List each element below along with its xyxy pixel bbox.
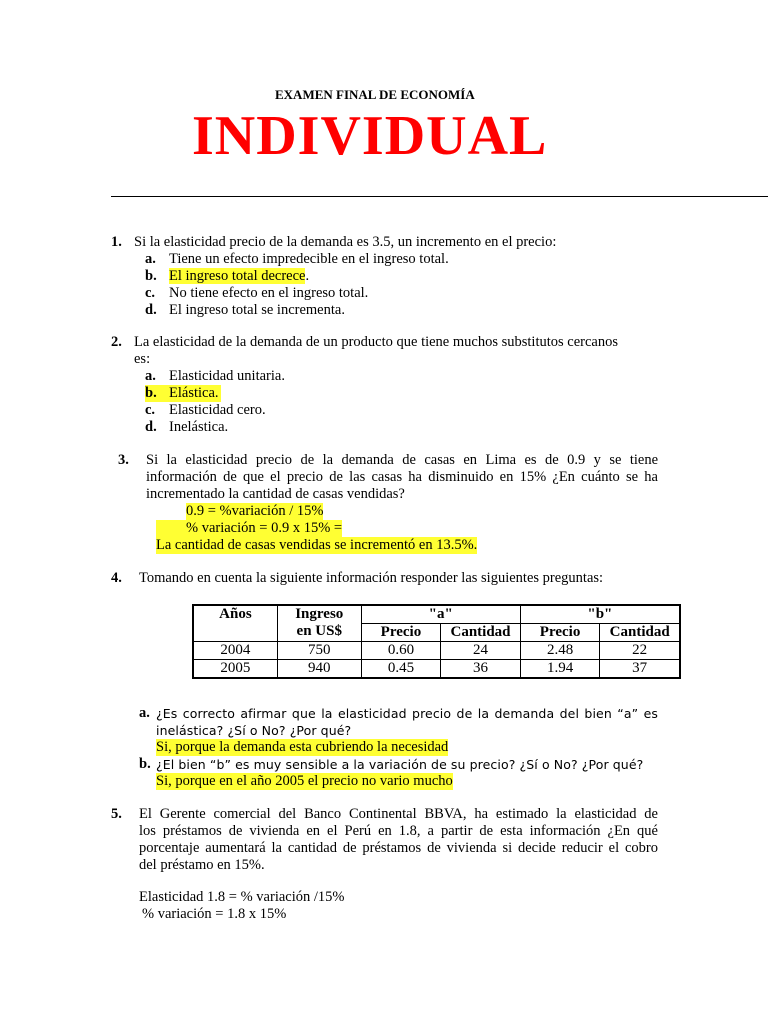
q3-number: 3. bbox=[118, 452, 129, 468]
q5-line4: del préstamo en 15%. bbox=[139, 857, 265, 873]
q1-option-c: No tiene efecto en el ingreso total. bbox=[169, 285, 369, 301]
cell-b-price: 1.94 bbox=[520, 660, 600, 679]
cell-b-qty: 37 bbox=[600, 660, 680, 679]
q1-option-b-suffix: . bbox=[305, 268, 310, 284]
th-income-line1: Ingreso bbox=[295, 606, 344, 622]
th-b-price: Precio bbox=[520, 624, 600, 642]
q4a-letter: a. bbox=[139, 705, 150, 721]
q4a-line1: ¿Es correcto afirmar que la elasticidad precio de la demanda del bien “a” es bbox=[156, 706, 658, 721]
th-income bbox=[277, 605, 361, 642]
q2-line2: es: bbox=[134, 351, 151, 367]
q5-number: 5. bbox=[111, 806, 122, 822]
q2-option-a: Elasticidad unitaria. bbox=[169, 368, 285, 384]
cell-year: 2005 bbox=[193, 660, 277, 679]
th-years: Años bbox=[193, 605, 277, 642]
q2-option-b: Elástica. bbox=[169, 385, 219, 401]
q4a-answer: Si, porque la demanda esta cubriendo la necesidad bbox=[156, 739, 449, 755]
q4b-prefix: ¿El bien “b” es bbox=[156, 757, 250, 772]
cell-b-price: 2.48 bbox=[520, 642, 600, 660]
q5-line1: El Gerente comercial del Banco Continental BBVA, ha estimado la elasticidad de bbox=[139, 806, 658, 822]
q2-option-d: Inelástica. bbox=[169, 419, 229, 435]
q1-option-d-letter: d. bbox=[145, 302, 157, 318]
table-row bbox=[193, 642, 680, 660]
q3-line3: incrementado la cantidad de casas vendidas? bbox=[146, 486, 405, 502]
th-a-price: Precio bbox=[361, 624, 441, 642]
exam-title: INDIVIDUAL bbox=[192, 105, 548, 167]
th-good-a: "a" bbox=[361, 605, 520, 624]
q4b-question bbox=[156, 756, 643, 773]
cell-year: 2004 bbox=[193, 642, 277, 660]
q1-option-c-letter: c. bbox=[145, 285, 156, 301]
q2-option-b-highlight-row bbox=[145, 385, 221, 402]
cell-a-qty: 36 bbox=[441, 660, 521, 679]
q1-option-b bbox=[169, 268, 309, 285]
q1-option-b-highlight: El ingreso total decrece bbox=[169, 268, 306, 284]
q1-number: 1. bbox=[111, 234, 122, 250]
header-divider bbox=[111, 196, 768, 197]
th-income-line2: en US$ bbox=[296, 623, 342, 639]
cell-b-qty: 22 bbox=[600, 642, 680, 660]
q2-option-b-letter: b. bbox=[145, 385, 157, 401]
data-table bbox=[192, 604, 681, 679]
q5-calc-2: % variación = 1.8 x 15% bbox=[142, 906, 287, 922]
q2-number: 2. bbox=[111, 334, 122, 350]
q4-number: 4. bbox=[111, 570, 122, 586]
q4b-answer: Si, porque en el año 2005 el precio no vario mucho bbox=[156, 773, 453, 789]
q3-line2: información de que el precio de las casas ha disminuido en 15% ¿En cuánto se ha bbox=[146, 469, 658, 485]
q2-line1: La elasticidad de la demanda de un producto que tiene muchos substitutos cercanos bbox=[134, 334, 618, 350]
q4b-rest: muy sensible a la variación de su precio? ¿Sí o No? ¿Por qué? bbox=[253, 757, 644, 772]
cell-income: 940 bbox=[277, 660, 361, 679]
cell-income: 750 bbox=[277, 642, 361, 660]
q1-option-a: Tiene un efecto impredecible en el ingreso total. bbox=[169, 251, 449, 267]
q3-line1: Si la elasticidad precio de la demanda de casas en Lima es de 0.9 y se tiene bbox=[146, 452, 658, 468]
q2-option-c: Elasticidad cero. bbox=[169, 402, 266, 418]
q2-option-a-letter: a. bbox=[145, 368, 156, 384]
cell-a-price: 0.45 bbox=[361, 660, 441, 679]
q2-option-d-letter: d. bbox=[145, 419, 157, 435]
q5-line3: porcentaje aumentará la cantidad de préstamos de vivienda si decide reducir el cobro bbox=[139, 840, 658, 856]
q5-line2: los préstamos de vivienda en el Perú en 1.8, a partir de esta información ¿En qué bbox=[139, 823, 658, 839]
q3-answer-3: La cantidad de casas vendidas se incrementó en 13.5%. bbox=[156, 537, 478, 553]
q4a-line2: inelástica? ¿Sí o No? ¿Por qué? bbox=[156, 723, 352, 738]
q3-answer-2: % variación = 0.9 x 15% = bbox=[156, 520, 342, 537]
table-row bbox=[193, 660, 680, 679]
q5-calc-1: Elasticidad 1.8 = % variación /15% bbox=[139, 889, 345, 905]
q1-text: Si la elasticidad precio de la demanda es 3.5, un incremento en el precio: bbox=[134, 234, 557, 250]
exam-subtitle: EXAMEN FINAL DE ECONOMÍA bbox=[275, 87, 475, 102]
th-b-qty: Cantidad bbox=[600, 624, 680, 642]
q1-option-d: El ingreso total se incrementa. bbox=[169, 302, 345, 318]
q1-option-b-letter: b. bbox=[145, 268, 157, 284]
q4-text: Tomando en cuenta la siguiente información responder las siguientes preguntas: bbox=[139, 570, 604, 586]
q2-option-c-letter: c. bbox=[145, 402, 156, 418]
th-a-qty: Cantidad bbox=[441, 624, 521, 642]
cell-a-price: 0.60 bbox=[361, 642, 441, 660]
q4b-letter: b. bbox=[139, 756, 151, 772]
q3-answer-1: 0.9 = %variación / 15% bbox=[186, 503, 324, 519]
q1-option-a-letter: a. bbox=[145, 251, 156, 267]
cell-a-qty: 24 bbox=[441, 642, 521, 660]
th-good-b: "b" bbox=[520, 605, 680, 624]
